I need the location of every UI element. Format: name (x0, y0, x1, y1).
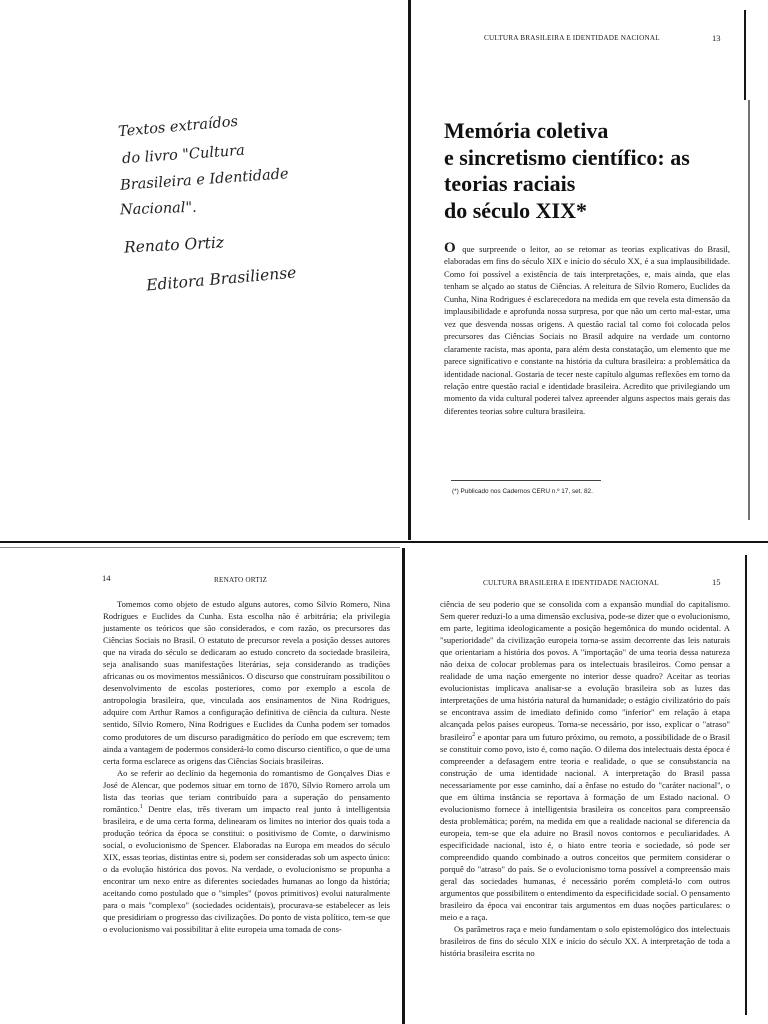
paragraph-15-2: Os parâmetros raça e meio fundamentam o solo epistemológico dos intelectuais brasileiros de fins do século XIX e início do século XX. A interpretação de toda a história brasileira escrita no (440, 924, 730, 959)
page-number-15: 15 (712, 577, 721, 587)
running-head-13: CULTURA BRASILEIRA E IDENTIDADE NACIONAL (484, 34, 660, 42)
spine-line-top (408, 0, 411, 540)
spine-line-bottom (402, 548, 405, 1024)
hand-line-3: Brasileira e Identidade (119, 166, 290, 194)
footnote-rule (451, 480, 601, 481)
right-edge-bottom (745, 555, 747, 1015)
hand-line-2: do livro "Cultura (121, 142, 246, 168)
paragraph-15-1 (440, 598, 730, 923)
right-edge-mid (748, 100, 750, 520)
page-divider (0, 541, 768, 543)
paragraph-14-2a: Ao se referir ao declínio da hegemonia do romantismo de Gonçalves Dias e José de Alencar, que podemos situar em torno de 1870, Sílvio Romero arrola um lista das teorias que teriam contribuído para a superação do pensamento romântico. (103, 767, 390, 814)
footnote: (*) Publicado nos Cadernos CERU n.º 17, set. 82. (452, 488, 593, 495)
title-line-3: teorias raciais (444, 171, 576, 196)
chapter-title (444, 118, 744, 224)
hand-line-6: Editora Brasiliense (145, 263, 297, 295)
page-number-14: 14 (102, 573, 111, 583)
note-ref-2: 2 (472, 731, 476, 738)
hand-line-5: Renato Ortiz (123, 233, 225, 257)
note-ref-1: 1 (139, 803, 143, 810)
hand-line-4: Nacional". (119, 199, 197, 219)
paragraph-14-1: Tomemos como objeto de estudo alguns autores, como Sílvio Romero, Nina Rodrigues e Euclides da Cunha. Esta escolha não é arbitrária; ela privilegia justamente os teóricos que são considerados, e com razão, os precursores das Ciências Sociais no Brasil. O estatuto de precursor revela a posição desses autores que na virada do século se dedicaram ao estudo concreto da sociedade brasileira, seja analisando suas manifestações literárias, seja considerando as tradições africanas ou os movimentos messiânicos. O discurso que construíram possibilitou o desenvolvimento de escolas posteriores, como por exemplo a escola de antropologia brasileira, que, vinculada aos ensinamentos de Nina Rodrigues, adquire com Arthur Ramos a configuração definitiva de ciência da cultura. Neste sentido, Sílvio Romero, Nina Rodrigues e Euclides da Cunha podem ser tomados como produtores de um discurso paradigmático do período em que escrevem; tem ainda a vantagem de podermos considerá-lo como discurso científico, o que de uma certa forma esclarece as origens das Ciências Sociais brasileiras. (103, 599, 390, 766)
page-number-13: 13 (712, 33, 721, 43)
body-14 (103, 598, 390, 935)
running-head-14: RENATO ORTIZ (214, 576, 268, 584)
title-line-2: e sincretismo científico: as (444, 144, 690, 170)
bottom-page-top-edge (0, 547, 400, 548)
paragraph-15-1a: ciência de seu poderio que se consolida com a expansão mundial do capitalismo. Sem querer reduzi-lo a uma dimensão exclusiva, pode-se dizer que o evolucionismo, em parte, legitima ideologicamente a posição hegemônica do mundo ocidental. A "superioridade" da civilização europeia torna-se assim decorrente das leis naturais que orientariam a história dos povos. A "importação" de uma teoria dessa natureza não deixa de colocar problemas para os intelectuais brasileiros. Como pensar a realidade de uma nação emergente no interior desse quadro? Aceitar as teorias evolucionistas implicava analisar-se a evolução brasileira sob as luzes das interpretações de uma história natural da humanidade; o estágio civilizatório do país se encontrava assim de imediato definido como "inferior" em relação à etapa alcançada pelos países europeus. Torna-se necessário, por isso, explicar o "atraso" brasileiro (440, 599, 730, 742)
right-edge-top (744, 10, 746, 100)
paragraph-14-2b: Dentre elas, três tiveram um impacto real junto à intelligentsia brasileira, e de uma certa forma, delinearam os limites no interior dos quais toda a produção teórica da época se constitui: o positivismo de Comte, o darwinismo social, o evolucionismo de Spencer. Elaboradas na Europa em meados do século XIX, essas teorias, distintas entre si, podem ser consideradas sob um aspecto único: o da evolução histórica dos povos. Na verdade, o evolucionismo se propunha a encontrar um nexo entre as diferentes sociedades humanas ao longo da história; aceitando como postulado que o "simples" (povos primitivos) evolui naturalmente para o mais "complexo" (sociedades ocidentais), procurava-se estabelecer as leis que presidiriam o progresso das civilizações. Do ponto de vista político, tem-se que o evolucionismo vai possibilitar à elite europeia uma tomada de cons- (103, 803, 390, 935)
title-line-1: Memória coletiva (444, 118, 609, 143)
running-head-15: CULTURA BRASILEIRA E IDENTIDADE NACIONAL (483, 579, 659, 587)
body-15 (440, 598, 730, 959)
hand-line-1: Textos extraídos (117, 113, 239, 141)
paragraph-15-1b: e apontar para um futuro próximo, ou remoto, a possibilidade de o Brasil se constituir como povo, isto é, como nação. O dilema dos intelectuais desta época é compreender a defasagem entre teoria e realidade, o que se consubstancia na construção de uma identidade nacional. A interpretação do Brasil passa necessariamente por esse caminho, daí a ênfase no estudo do "caráter nacional", o que em última instância se reportava à formação de um Estado nacional. O evolucionismo fornece à intelligentsia brasileira os conceitos para compreensão desta problemática; porém, na medida em que a realidade nacional se diferencia da europeia, tem-se que ela aduire no Brasil novos contornos e peculiaridades. A especificidade nacional, isto é, o hiato entre teoria e sociedade, só pode ser compreendido quando combinado a outros conceitos que permitem considerar o porquê do "atraso" do país. Se o evolucionismo torna possível a compreensão mais geral das sociedades humanas, é necessário porém completá-lo com outros argumentos que possibilitem o entendimento da especificidade social. O pensamento brasileiro da época vai encontrar tais argumentos em duas noções particulares: o meio e a raça. (440, 731, 730, 923)
title-line-4: do século XIX* (444, 197, 588, 223)
drop-cap: O (444, 240, 456, 256)
opening-paragraph (444, 240, 730, 417)
paragraph-14-2 (103, 767, 390, 936)
opening-text: que surpreende o leitor, ao se retomar as teorias explicativas do Brasil, elaboradas em fins do século XIX e início do século XX, é a sua implausibilidade. Como foi possível a existência de tais interpretações, e, mais ainda, que elas tenham se alçado ao status de Ciências. A releitura de Sílvio Romero, Euclides da Cunha, Nina Rodrigues é esclarecedora na medida em que revela esta dimensão da implausibilidade e aprofunda nossa surpresa, por que não um certo mal-estar, uma vez que desvenda nossas origens. A questão racial tal como foi colocada pelos precursores das Ciências Sociais no Brasil adquire na verdade um contorno claramente racista, mas aponta, para além desta constatação, um elemento que me parece significativo e constante na história da cultura brasileira: a problemática da identidade nacional. Gostaria de tecer neste capítulo algumas reflexões em torno da relação entre questão racial e identidade brasileira. Acredito que privilegiando um momento da vida cultural poderei talvez apreender alguns aspectos mais gerais das diferentes teorias sobre cultura brasileira. (444, 244, 730, 416)
